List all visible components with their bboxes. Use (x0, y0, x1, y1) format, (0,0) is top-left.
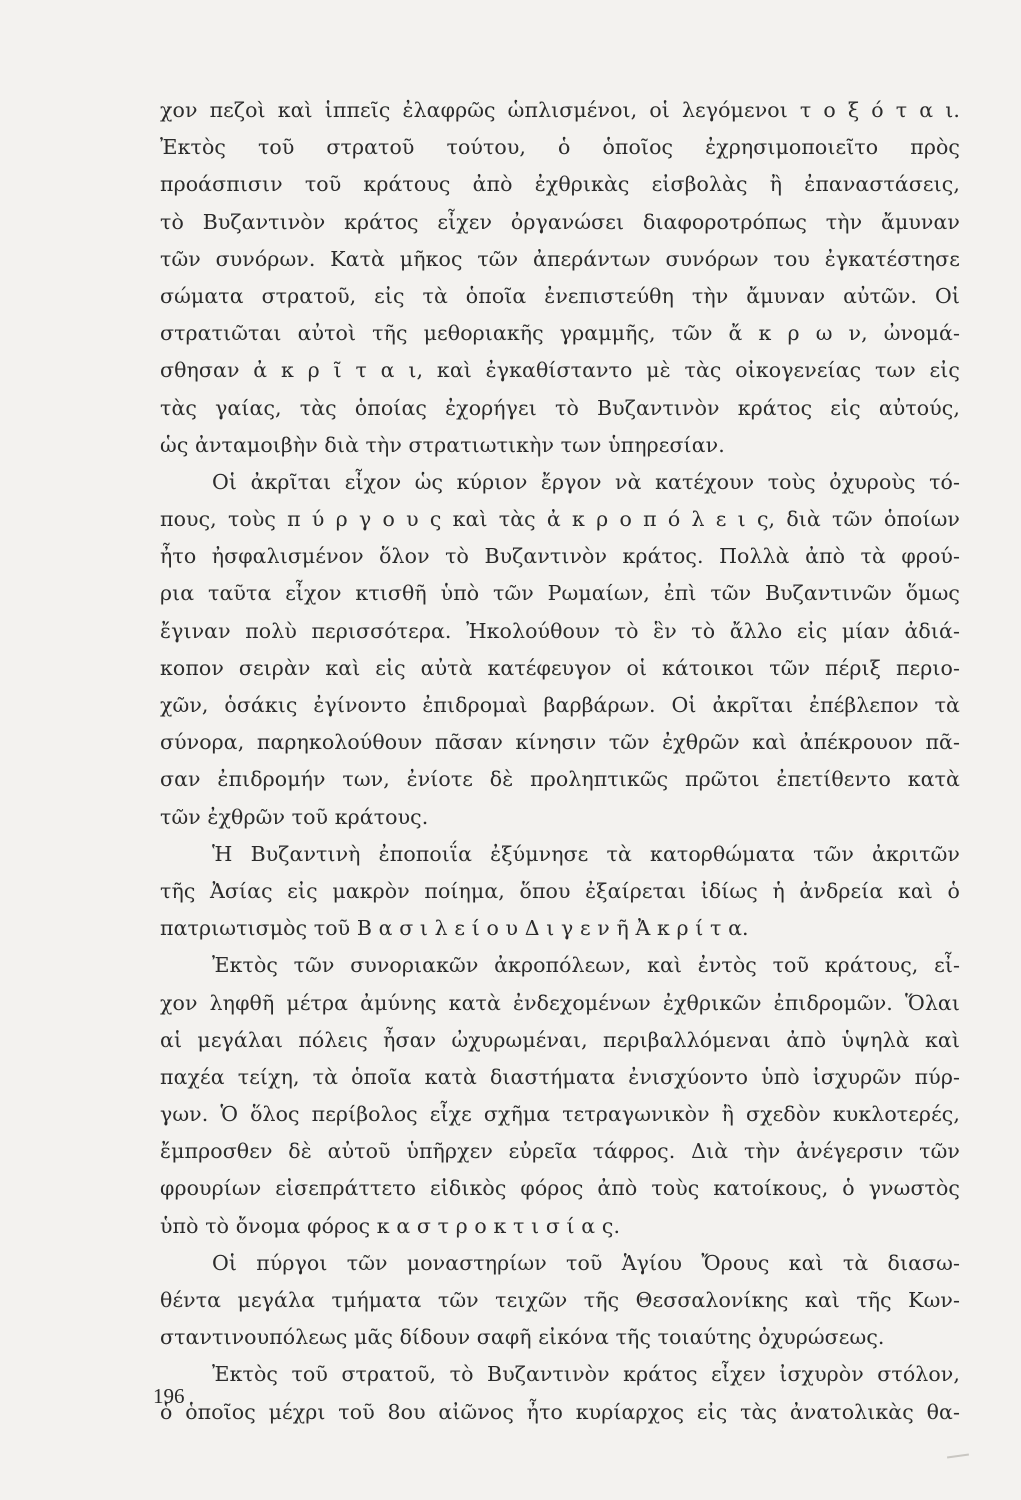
text-line: τὸ Βυζαντινὸν κράτος εἶχεν ὀργανώσει διαφοροτρόπως τὴν ἄμυναν (160, 209, 960, 234)
text-line: ὡς ἀνταμοιβὴν διὰ τὴν στρατιωτικὴν των ὑπηρεσίαν. (160, 432, 725, 457)
text-line: Ἐκτὸς τῶν συνοριακῶν ἀκροπόλεων, καὶ ἐντὸς τοῦ κράτους, εἶ- (212, 953, 960, 978)
text-line: προάσπισιν τοῦ κράτους ἀπὸ ἐχθρικὰς εἰσβολὰς ἢ ἐπαναστάσεις, (160, 172, 960, 197)
text-line: σταντινουπόλεως μᾶς δίδουν σαφῆ εἰκόνα τῆς τοιαύτης ὀχυρώσεως. (160, 1325, 885, 1350)
text-line: τὰς γαίας, τὰς ὁποίας ἐχορήγει τὸ Βυζαντινὸν κράτος εἰς αὐτούς, (160, 395, 960, 420)
text-line: κοπον σειρὰν καὶ εἰς αὐτὰ κατέφευγον οἱ κάτοικοι τῶν πέριξ περιο- (160, 655, 960, 680)
text-line: Οἱ πύργοι τῶν μοναστηρίων τοῦ Ἁγίου Ὄρους καὶ τὰ διασω- (212, 1250, 960, 1275)
text-line: Οἱ ἀκρῖται εἶχον ὡς κύριον ἔργον νὰ κατέχουν τοὺς ὀχυροὺς τό- (212, 469, 960, 494)
text-line: φρουρίων εἰσεπράττετο εἰδικὸς φόρος ἀπὸ τοὺς κατοίκους, ὁ γνωστὸς (160, 1176, 960, 1201)
text-line: χον πεζοὶ καὶ ἱππεῖς ἐλαφρῶς ὡπλισμένοι, οἱ λεγόμενοι τ ο ξ ό τ α ι. (160, 98, 960, 122)
text-line: τῶν ἐχθρῶν τοῦ κράτους. (160, 804, 429, 829)
text-line: σθησαν ἀ κ ρ ῖ τ α ι, καὶ ἐγκαθίσταντο μὲ τὰς οἰκογενείας των εἰς (160, 358, 960, 383)
text-line: Ἡ Βυζαντινὴ ἐποποιΐα ἐξύμνησε τὰ κατορθώματα τῶν ἀκριτῶν (212, 841, 960, 866)
text-line: γων. Ὁ ὅλος περίβολος εἶχε σχῆμα τετραγωνικὸν ἢ σχεδὸν κυκλοτερές, (160, 1102, 960, 1127)
text-line: χον ληφθῆ μέτρα ἀμύνης κατὰ ἐνδεχομένων ἐχθρικῶν ἐπιδρομῶν. Ὅλαι (160, 990, 960, 1015)
text-line: ἦτο ἠσφαλισμένον ὅλον τὸ Βυζαντινὸν κράτος. Πολλὰ ἀπὸ τὰ φρού- (160, 544, 960, 569)
text-line: ἔμπροσθεν δὲ αὐτοῦ ὑπῆρχεν εὐρεῖα τάφρος. Διὰ τὴν ἀνέγερσιν τῶν (160, 1139, 960, 1164)
text-line: στρατιῶται αὐτοὶ τῆς μεθοριακῆς γραμμῆς, τῶν ἄ κ ρ ω ν, ὠνομά- (160, 321, 960, 346)
text-line: αἱ μεγάλαι πόλεις ἦσαν ὠχυρωμέναι, περιβαλλόμεναι ἀπὸ ὑψηλὰ καὶ (160, 1027, 960, 1052)
text-line: θέντα μεγάλα τμήματα τῶν τειχῶν τῆς Θεσσαλονίκης καὶ τῆς Κων- (160, 1288, 960, 1312)
text-line: σώματα στρατοῦ, εἰς τὰ ὁποῖα ἐνεπιστεύθη τὴν ἄμυναν αὐτῶν. Οἱ (160, 283, 960, 308)
text-line: ρια ταῦτα εἶχον κτισθῆ ὑπὸ τῶν Ρωμαίων, ἐπὶ τῶν Βυζαντινῶν ὅμως (160, 581, 960, 606)
text-line: πους, τοὺς π ύ ρ γ ο υ ς καὶ τὰς ἀ κ ρ ο π ό λ ε ι ς, διὰ τῶν ὁποίων (160, 507, 960, 532)
text-line: Ἐκτὸς τοῦ στρατοῦ, τὸ Βυζαντινὸν κράτος εἶχεν ἰσχυρὸν στόλον, (212, 1362, 960, 1387)
text-line: ὁ ὁποῖος μέχρι τοῦ 8ου αἰῶνος ἦτο κυρίαρχος εἰς τὰς ἀνατολικὰς θα- (160, 1399, 960, 1424)
text-line: σύνορα, παρηκολούθουν πᾶσαν κίνησιν τῶν ἐχθρῶν καὶ ἀπέκρουον πᾶ- (160, 730, 960, 755)
text-line: πατριωτισμὸς τοῦ Β α σ ι λ ε ί ο υ Δ ι γ ε ν ῆ Ἀ κ ρ ί τ α. (160, 916, 749, 941)
body-text (160, 92, 960, 1431)
text-line: Ἐκτὸς τοῦ στρατοῦ τούτου, ὁ ὁποῖος ἐχρησιμοποιεῖτο πρὸς (160, 135, 960, 160)
text-line: ἔγιναν πολὺ περισσότερα. Ἠκολούθουν τὸ ἓν τὸ ἄλλο εἰς μίαν ἀδιά- (160, 618, 960, 643)
text-line: χῶν, ὁσάκις ἐγίνοντο ἐπιδρομαὶ βαρβάρων. Οἱ ἀκρῖται ἐπέβλεπον τὰ (160, 693, 960, 717)
page-number: 196 (153, 1384, 185, 1408)
text-line: τῶν συνόρων. Κατὰ μῆκος τῶν ἀπεράντων συνόρων του ἐγκατέστησε (160, 246, 960, 271)
text-line: τῆς Ἀσίας εἰς μακρὸν ποίημα, ὅπου ἐξαίρεται ἰδίως ἡ ἀνδρεία καὶ ὁ (160, 878, 960, 903)
text-line: σαν ἐπιδρομήν των, ἐνίοτε δὲ προληπτικῶς πρῶτοι ἐπετίθεντο κατὰ (160, 767, 960, 792)
text-line: παχέα τείχη, τὰ ὁποῖα κατὰ διαστήματα ἐνισχύοντο ὑπὸ ἰσχυρῶν πύρ- (160, 1064, 960, 1089)
paper-speck (947, 1453, 969, 1458)
text-line: ὑπὸ τὸ ὄνομα φόρος κ α σ τ ρ ο κ τ ι σ ί α ς. (160, 1213, 621, 1238)
